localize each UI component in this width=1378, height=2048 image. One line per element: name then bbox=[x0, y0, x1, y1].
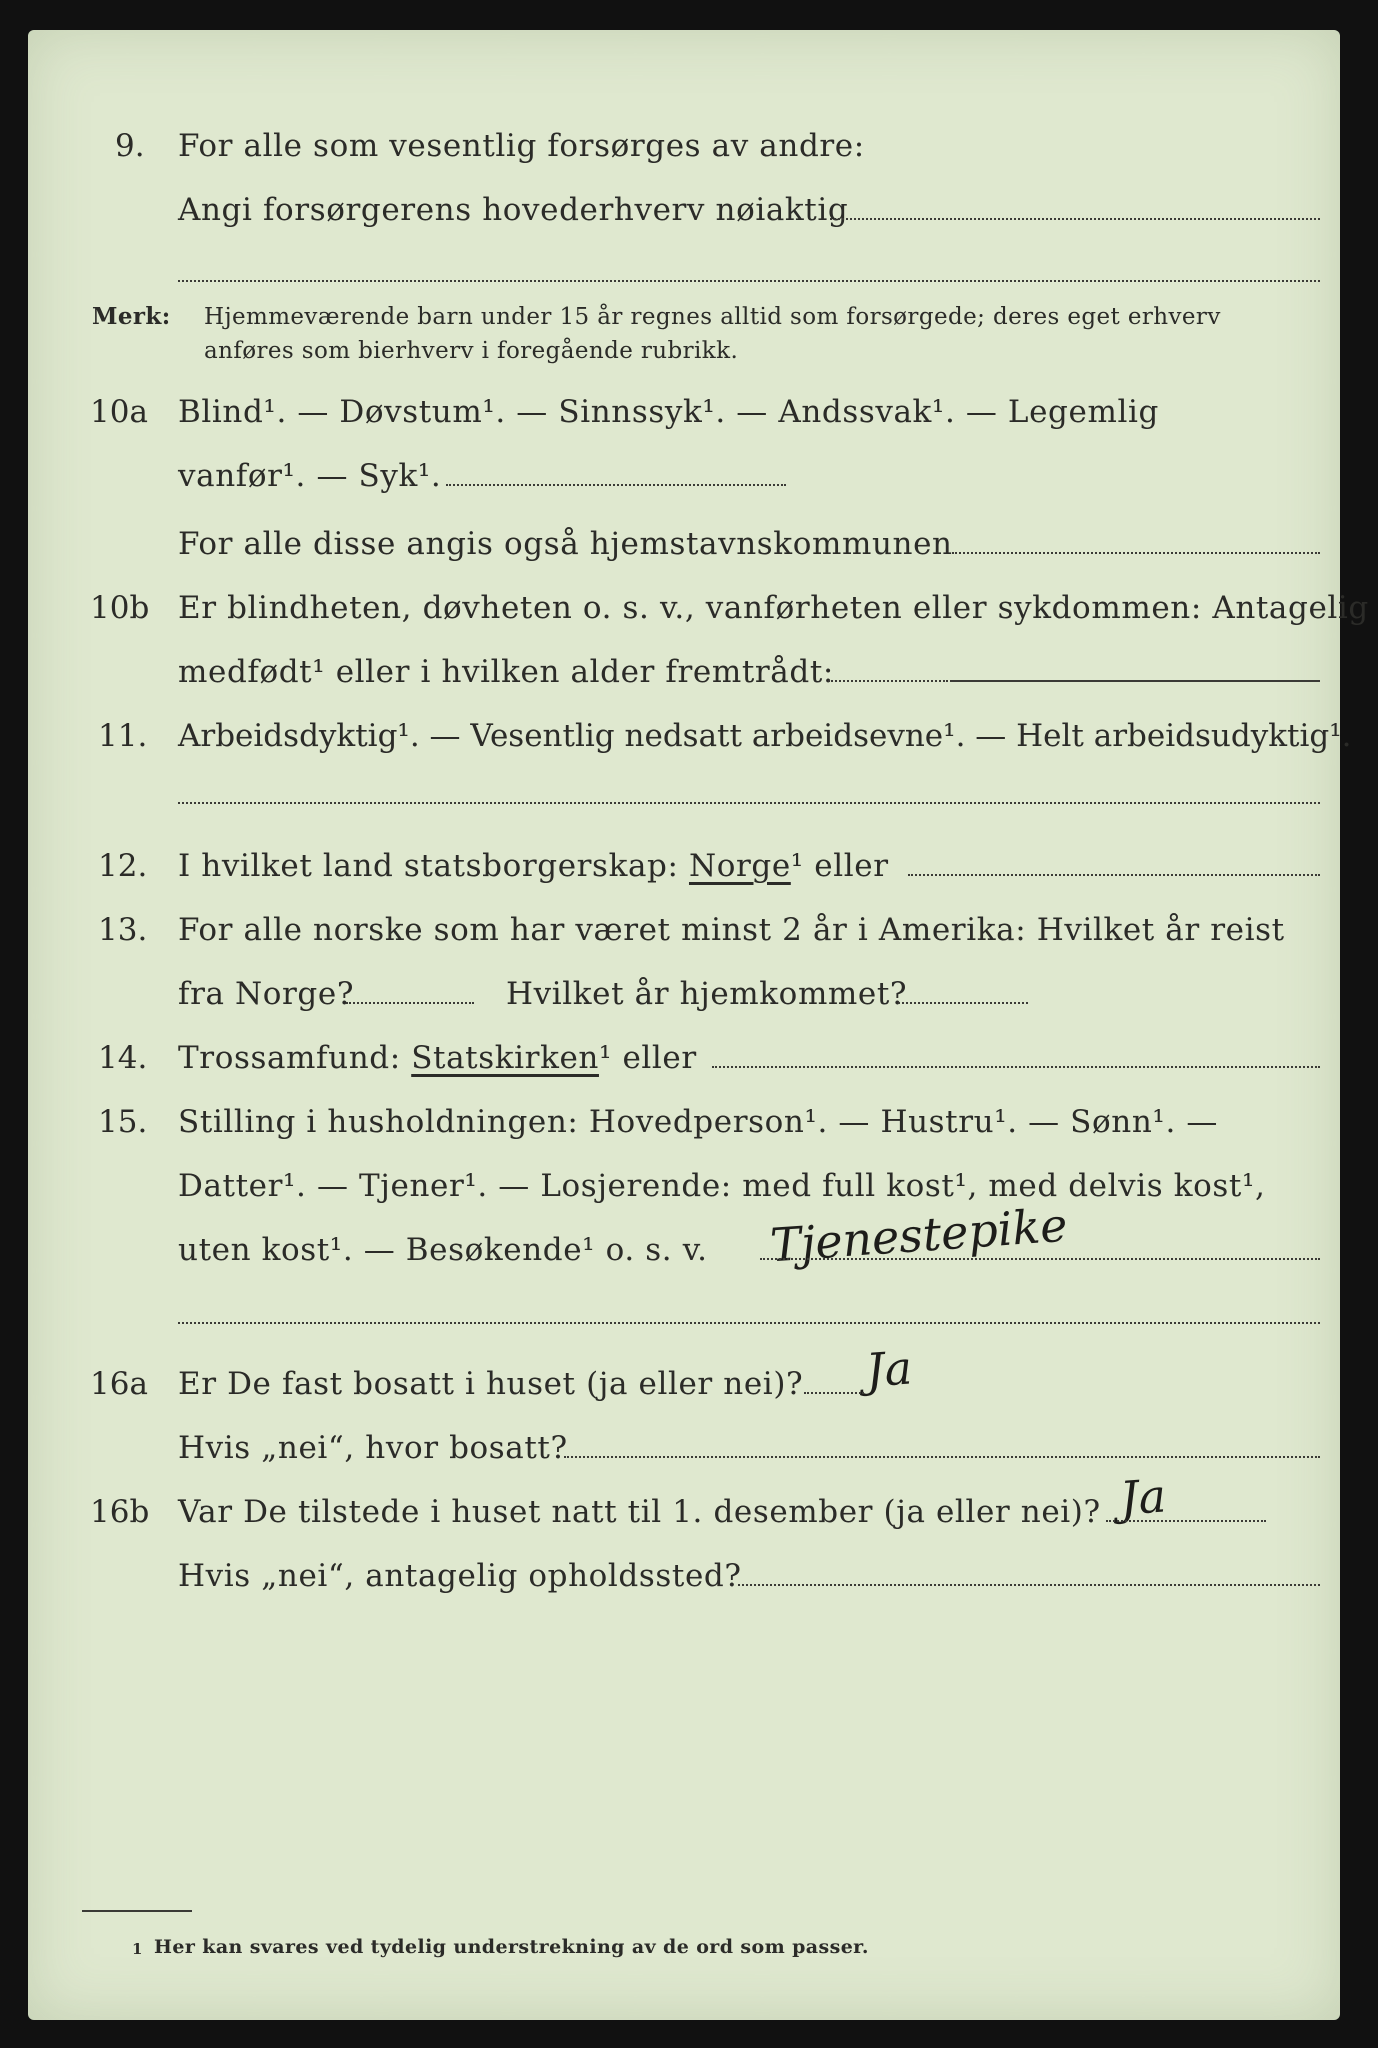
merk-line2: anføres som bierhverv i foregående rubrikk. bbox=[204, 338, 739, 364]
q16a-residence-field[interactable] bbox=[564, 1456, 1320, 1458]
q12-number: 12. bbox=[98, 848, 148, 884]
q13-departure-year-field[interactable] bbox=[346, 1002, 474, 1004]
q14-line bbox=[178, 1038, 697, 1078]
q11-line1: Arbeidsdyktig¹. — Vesentlig nedsatt arbeidsevne¹. — Helt arbeidsudyktig¹. bbox=[178, 718, 1352, 754]
q12-other-country-field[interactable] bbox=[908, 874, 1320, 876]
q9-question-line2: Angi forsørgerens hovederhverv nøiaktig bbox=[178, 192, 849, 228]
q12-suffix: ¹ eller bbox=[790, 848, 889, 884]
q14-selected-statskirken: Statskirken bbox=[411, 1040, 599, 1076]
q13-line2b: Hvilket år hjemkommet? bbox=[506, 976, 908, 1012]
q13-line2a: fra Norge? bbox=[178, 976, 355, 1012]
q9-answer-field-2[interactable] bbox=[178, 280, 1320, 282]
q15-line2: Datter¹. — Tjener¹. — Losjerende: med full kost¹, med delvis kost¹, bbox=[178, 1168, 1266, 1204]
q13-number: 13. bbox=[98, 912, 148, 948]
q10b-answer-line bbox=[950, 680, 1320, 682]
q10b-answer-field[interactable] bbox=[828, 680, 948, 682]
q16b-number: 16b bbox=[90, 1494, 150, 1530]
q16b-answer-field[interactable] bbox=[1106, 1520, 1266, 1522]
q11-number: 11. bbox=[98, 718, 148, 754]
q10b-line1: Er blindheten, døvheten o. s. v., vanførheten eller sykdommen: Antagelig bbox=[178, 590, 1369, 626]
merk-label: Merk: bbox=[92, 303, 171, 330]
q16b-line1: Var De tilstede i huset natt til 1. desember (ja eller nei)? bbox=[178, 1494, 1101, 1530]
footnote-rule bbox=[82, 1910, 192, 1912]
q15-line1: Stilling i husholdningen: Hovedperson¹. — Hustru¹. — Sønn¹. — bbox=[178, 1104, 1218, 1140]
q15-number: 15. bbox=[98, 1104, 148, 1140]
q15-handwritten-answer: Tjenestepike bbox=[768, 1197, 1070, 1273]
q13-line1: For alle norske som har været minst 2 år i Amerika: Hvilket år reist bbox=[178, 912, 1285, 948]
q14-suffix: ¹ eller bbox=[598, 1040, 697, 1076]
q10a-home-municipality-field[interactable] bbox=[952, 552, 1320, 554]
q10b-number: 10b bbox=[90, 590, 150, 626]
q16a-line1: Er De fast bosatt i huset (ja eller nei)? bbox=[178, 1366, 804, 1402]
q10b-line2: medfødt¹ eller i hvilken alder fremtrådt: bbox=[178, 654, 834, 690]
q13-return-year-field[interactable] bbox=[898, 1002, 1028, 1004]
q16a-answer-field[interactable] bbox=[804, 1392, 864, 1394]
q12-line bbox=[178, 846, 889, 886]
footnote-mark: 1 bbox=[132, 1940, 143, 1958]
q10a-line1: Blind¹. — Døvstum¹. — Sinnssyk¹. — Andssvak¹. — Legemlig bbox=[178, 394, 1159, 430]
footnote-text: Her kan svares ved tydelig understrekning av de ord som passer. bbox=[154, 1936, 869, 1958]
q15-answer-field[interactable] bbox=[760, 1258, 1320, 1260]
q9-question-line1: For alle som vesentlig forsørges av andre: bbox=[178, 128, 865, 164]
q14-other-denomination-field[interactable] bbox=[712, 1066, 1320, 1068]
q12-selected-norge: Norge bbox=[688, 848, 791, 884]
q9-number: 9. bbox=[115, 128, 145, 164]
q16a-line2: Hvis „nei“, hvor bosatt? bbox=[178, 1430, 568, 1466]
q9-answer-field[interactable] bbox=[830, 218, 1320, 220]
q16b-whereabouts-field[interactable] bbox=[738, 1584, 1320, 1586]
q16b-handwritten-answer: Ja bbox=[1118, 1468, 1168, 1526]
q14-number: 14. bbox=[98, 1040, 148, 1076]
q10a-line2: vanfør¹. — Syk¹. bbox=[178, 458, 442, 494]
q11-answer-field[interactable] bbox=[178, 802, 1320, 804]
merk-line1: Hjemmeværende barn under 15 år regnes alltid som forsørgede; deres eget erhverv bbox=[204, 304, 1221, 330]
q15-line3: uten kost¹. — Besøkende¹ o. s. v. bbox=[178, 1232, 708, 1268]
q14-prompt: Trossamfund: bbox=[178, 1040, 412, 1076]
q15-answer-field-2[interactable] bbox=[178, 1322, 1320, 1324]
census-form-page bbox=[28, 30, 1369, 2020]
q10a-line3: For alle disse angis også hjemstavnskommunen bbox=[178, 526, 953, 562]
q16a-handwritten-answer: Ja bbox=[864, 1340, 914, 1398]
q12-prompt: I hvilket land statsborgerskap: bbox=[178, 848, 689, 884]
q10a-sick-field[interactable] bbox=[446, 484, 786, 486]
q10a-number: 10a bbox=[90, 394, 148, 430]
q16a-number: 16a bbox=[90, 1366, 148, 1402]
q16b-line2: Hvis „nei“, antagelig opholdssted? bbox=[178, 1558, 742, 1594]
